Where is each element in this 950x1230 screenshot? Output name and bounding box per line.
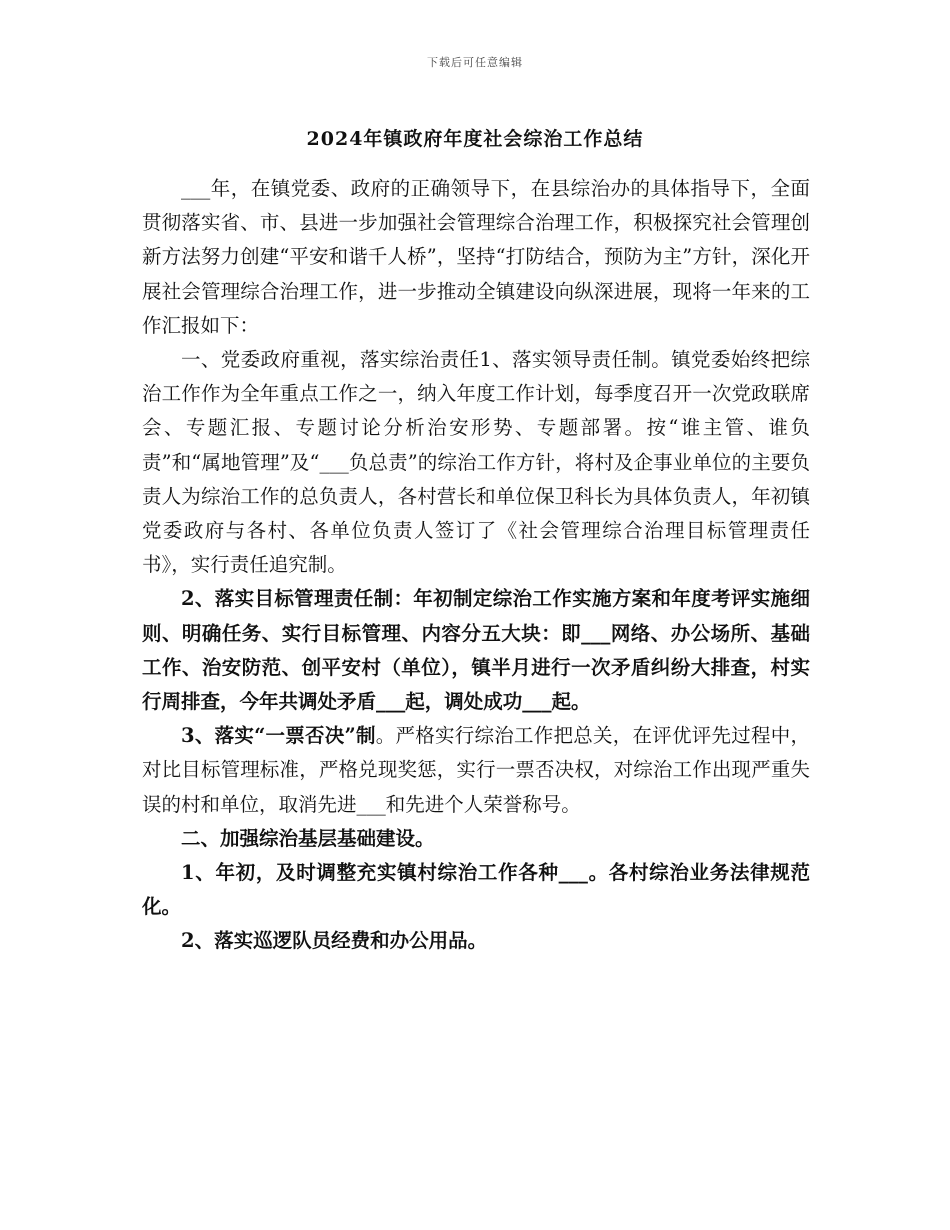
paragraph-lead: 3、落实“一票否决”制 — [181, 724, 376, 748]
paragraph-rest: 。严格实行综治工作把总关，在评优评先过程中，对比目标管理标准，严格兑现奖惩，实行一票否决权，对综治工作出现严重失误的村和单位，取消先进___和先进个人荣誉称号。 — [142, 724, 810, 816]
paragraph-intro: ___年，在镇党委、政府的正确领导下，在县综治办的具体指导下，全面贯彻落实省、市、县进一步加强社会管理综合治理工作，积极探究社会管理创新方法努力创建“平安和谐千人桥”，坚持“打防结合，预防为主”方针，深化开展社会管理综合治理工作，进一步推动全镇建设向纵深进展，现将一年来的工作汇报如下： — [142, 177, 810, 337]
paragraph-item-one: 1、年初，及时调整充实镇村综治工作各种___。各村综治业务法律规范化。 — [142, 861, 810, 919]
paragraph-section-one: 一、党委政府重视，落实综治责任1、落实领导责任制。镇党委始终把综治工作作为全年重点工作之一，纳入年度工作计划，每季度召开一次党政联席会、专题汇报、专题讨论分析治安形势、专题部署。按“谁主管、谁负责”和“属地管理”及“___负总责”的综治工作方针，将村及企事业单位的主要负责人为综治工作的总负责人，各村营长和单位保卫科长为具体负责人，年初镇党委政府与各村、各单位负责人签订了《社会管理综合治理目标管理责任书》，实行责任追究制。 — [142, 348, 810, 577]
document-body — [142, 172, 810, 959]
document-title: 2024年镇政府年度社会综治工作总结 — [306, 128, 644, 150]
header-note: 下载后可任意编辑 — [427, 56, 523, 69]
paragraph-item-two: 2、落实巡逻队员经费和办公用品。 — [181, 929, 488, 953]
paragraph-section-two: 二、加强综治基层基础建设。 — [181, 826, 435, 850]
paragraph-one-vote-veto — [142, 719, 810, 822]
paragraph-target-management: 2、落实目标管理责任制：年初制定综治工作实施方案和年度考评实施细则、明确任务、实行目标管理、内容分五大块：即___网络、办公场所、基础工作、治安防范、创平安村（单位），镇半月进行一次矛盾纠纷大排查，村实行周排查，今年共调处矛盾___起，调处成功___起。 — [142, 587, 810, 714]
